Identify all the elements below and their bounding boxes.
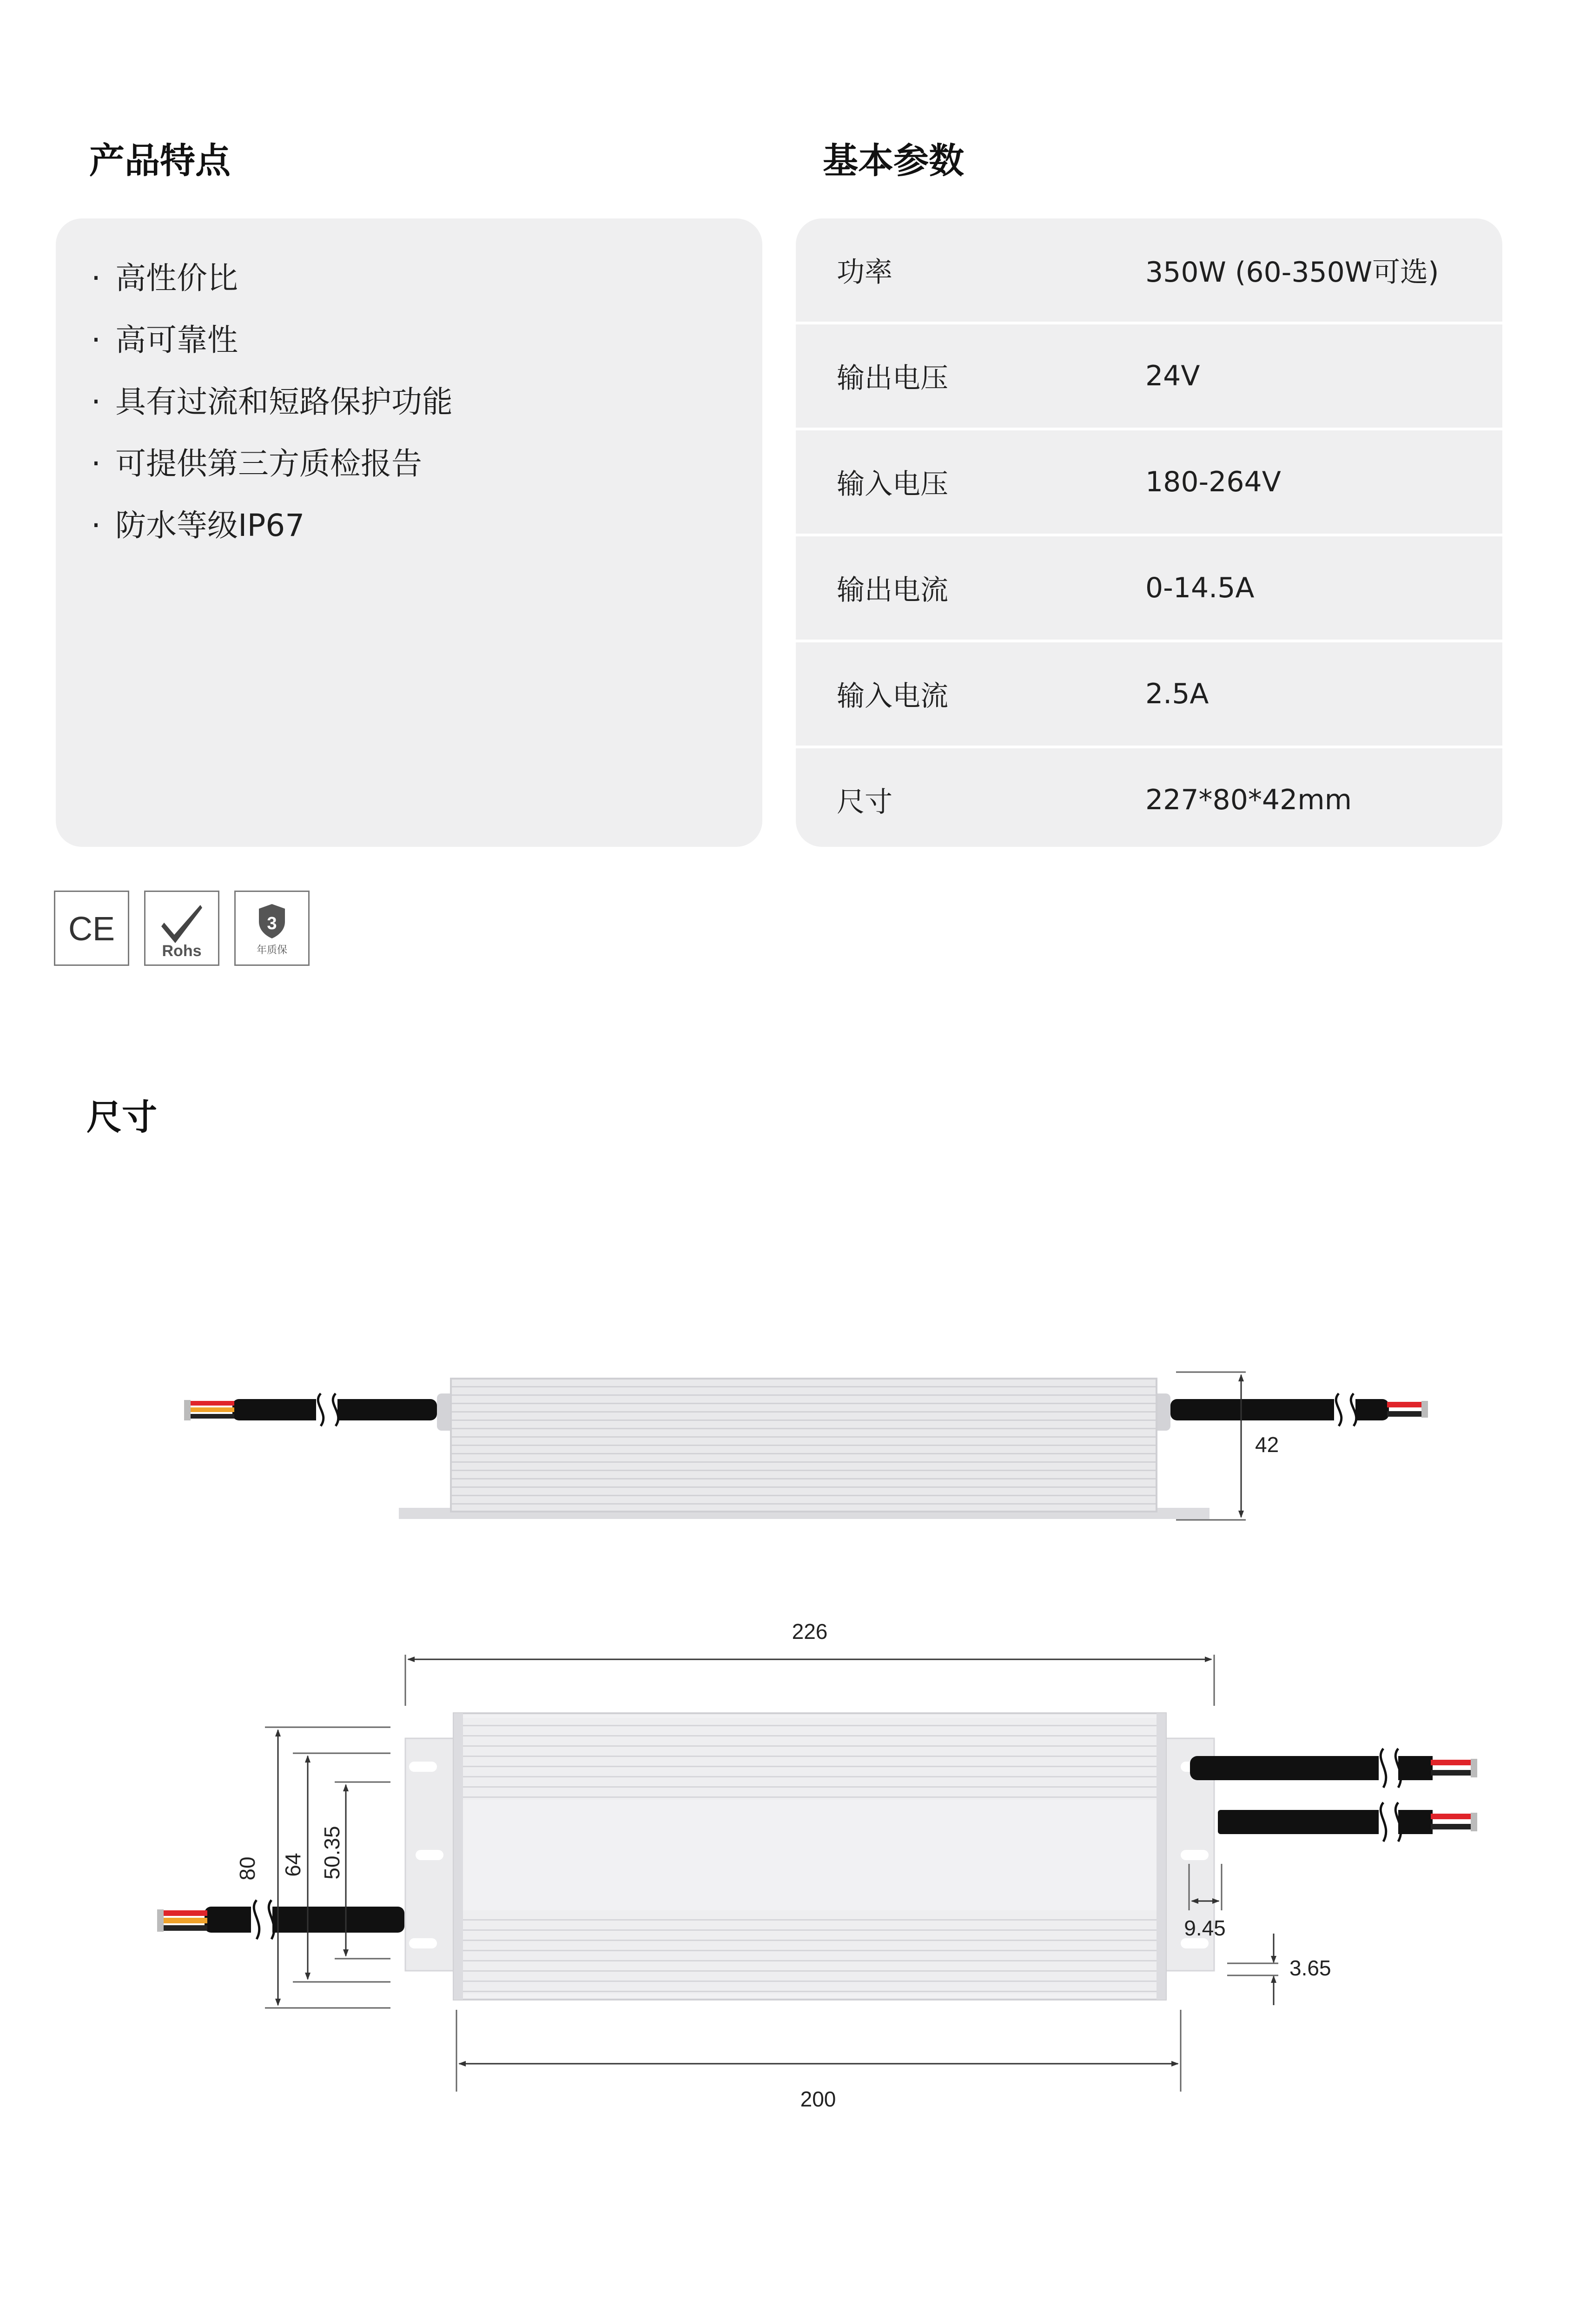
wire-red [1431,1760,1473,1765]
features-card [56,218,762,847]
param-name: 尺寸 [837,786,892,819]
feature-text: 高可靠性 [115,322,238,358]
params-card [796,218,1502,847]
ce-mark-text: CE [68,911,115,948]
warranty-text: 年质保 [256,944,288,956]
feature-text: 可提供第三方质检报告 [115,446,422,482]
bullet-dot: · [91,322,101,358]
cable-break-gap [1379,1750,1400,1787]
dim-width-64: 64 [281,1853,305,1877]
wire-black [1431,1824,1473,1829]
dim-length-200: 200 [800,2087,836,2111]
features-heading: 产品特点 [89,140,231,181]
wire-black [188,1414,234,1419]
param-name: 输出电流 [837,574,948,607]
mount-slot [409,1938,437,1948]
param-value: 350W (60-350W可选) [1145,256,1439,289]
feature-item [91,260,453,325]
dim-height-42: 42 [1255,1433,1279,1457]
feature-text: 防水等级IP67 [115,508,305,543]
dim-length-226: 226 [792,1619,828,1644]
param-name: 输入电流 [837,680,948,713]
dim-width-80: 80 [235,1856,259,1881]
cable-break-gap [316,1394,337,1425]
warranty-cert-icon [234,891,310,966]
mount-slot [409,1762,437,1772]
dimension-drawing [0,1255,1573,2185]
rohs-text: Rohs [162,942,202,960]
side-view [184,1372,1428,1520]
wire-red [188,1401,234,1406]
param-row-output-voltage [796,324,1502,428]
param-name: 输入电压 [837,468,948,501]
right-cable-upper [1190,1756,1390,1780]
wire-yellow [188,1407,234,1412]
bullet-dot: · [91,446,101,482]
param-value: 227*80*42mm [1145,784,1352,816]
dim-hole-9-45: 9.45 [1184,1916,1226,1940]
cable-break-gap [1379,1803,1400,1841]
param-value: 0-14.5A [1145,572,1255,604]
param-value: 180-264V [1145,466,1281,498]
bullet-dot: · [91,260,101,296]
wire-red [161,1910,207,1916]
fin-band-top [463,1718,1157,1800]
rohs-cert-icon [144,891,219,966]
mount-slot [1181,1850,1209,1860]
housing-edge-left [454,1713,463,2000]
bullet-dot: · [91,508,101,543]
param-value: 2.5A [1145,678,1209,710]
param-row-size [796,748,1502,847]
dim-width-50-35: 50.35 [320,1826,344,1880]
cable-segment [1398,1810,1433,1834]
wire-tip [1421,1401,1428,1418]
param-row-input-voltage [796,430,1502,534]
housing-side [451,1379,1157,1512]
cable-break-gap [1334,1394,1355,1425]
fin-band-bottom [463,1910,1157,1994]
wire-black [1431,1770,1473,1776]
ce-cert-icon [54,891,129,966]
wire-tip [1471,1813,1477,1831]
top-view [157,1619,1477,2111]
housing-edge-right [1157,1713,1166,2000]
param-row-power [796,218,1502,322]
cable-segment [1398,1756,1433,1780]
param-name: 功率 [837,256,892,289]
mount-slot [416,1850,443,1860]
wire-tip [157,1909,164,1932]
feature-item [91,322,453,387]
wire-tip [184,1400,191,1420]
left-cable [205,1907,404,1933]
dim-hole-3-65: 3.65 [1289,1956,1331,1980]
bullet-dot: · [91,384,101,420]
param-name: 输出电压 [837,362,948,395]
feature-text: 具有过流和短路保护功能 [115,384,453,420]
param-value: 24V [1145,360,1200,392]
feature-item [91,384,453,449]
param-row-output-current [796,536,1502,640]
wire-tip [1471,1759,1477,1777]
wire-orange [161,1918,207,1923]
wire-black [1387,1411,1424,1417]
check-mark [161,905,202,943]
wire-red [1431,1814,1473,1819]
feature-text: 高性价比 [115,260,238,296]
wire-red [1387,1402,1424,1407]
feature-item [91,446,453,510]
warranty-number: 3 [267,914,277,933]
params-heading: 基本参数 [823,140,964,181]
wire-black [161,1925,207,1931]
dimensions-heading: 尺寸 [86,1096,157,1138]
param-row-input-current [796,642,1502,746]
right-cable-lower [1218,1810,1390,1834]
features-list [91,260,453,572]
feature-item [91,510,453,572]
